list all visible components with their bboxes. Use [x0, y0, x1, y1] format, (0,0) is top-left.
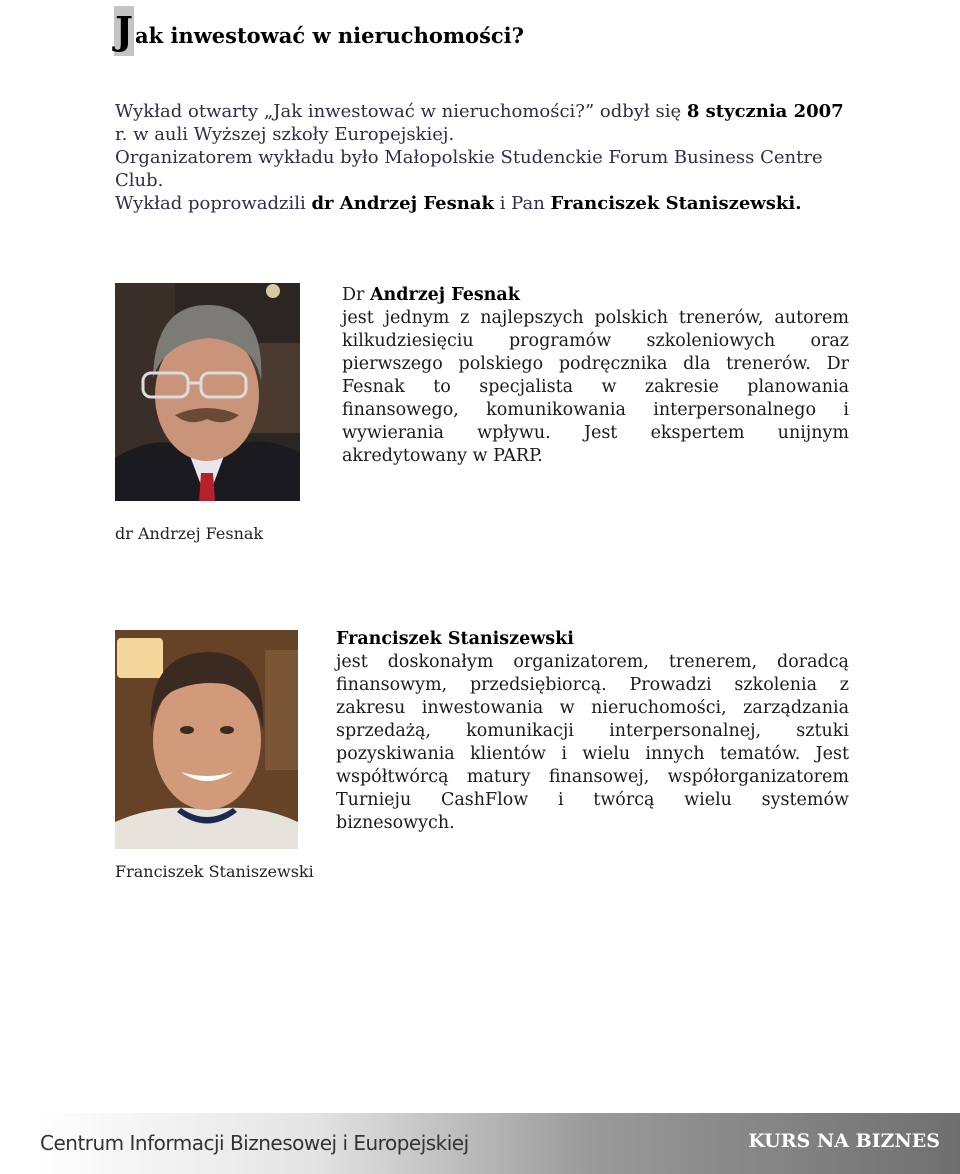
page-title [114, 2, 524, 56]
fesnak-caption: dr Andrzej Fesnak [115, 524, 264, 543]
fesnak-photo [115, 283, 300, 501]
fesnak-bio [342, 284, 849, 468]
speaker-1-name: dr Andrzej Fesnak [311, 193, 494, 214]
footer-brand: KURS NA BIZNES [748, 1130, 940, 1152]
intro-line1: Wykład otwarty „Jak inwestować w nieruchomości?” odbył się [115, 101, 687, 122]
fesnak-heading-prefix: Dr [342, 285, 370, 305]
footer-organization: Centrum Informacji Biznesowej i Europejskiej [40, 1131, 469, 1155]
title-text: ak inwestować w nieruchomości? [134, 23, 524, 48]
speaker-2-name: Franciszek Staniszewski. [550, 193, 802, 214]
staniszewski-photo [115, 630, 298, 849]
staniszewski-bio [336, 628, 849, 835]
title-initial: J [114, 6, 134, 56]
fesnak-bio-text: jest jednym z najlepszych polskich trenerów, autorem kilkudziesięciu programów szkoleniowych oraz pierwszego polskiego podręcznika dla trenerów. Dr Fesnak to specjalista w zakresie planowania finansowego, komunikowania interpersonalnego i wywierania wpływu. Jest ekspertem unijnym akredytowany w PARP. [342, 308, 849, 466]
intro-line3: Organizatorem wykładu było Małopolskie Studenckie Forum Business Centre Club. [115, 147, 823, 191]
staniszewski-heading-name: Franciszek Staniszewski [336, 629, 574, 649]
intro-date: 8 stycznia 2007 [686, 101, 844, 122]
fesnak-heading-name: Andrzej Fesnak [369, 285, 520, 305]
intro-line2: r. w auli Wyższej szkoły Europejskiej. [115, 124, 455, 145]
intro-line4-mid: i Pan [493, 193, 551, 214]
staniszewski-caption: Franciszek Staniszewski [115, 862, 314, 881]
staniszewski-bio-text: jest doskonałym organizatorem, trenerem, doradcą finansowym, przedsiębiorcą. Prowadzi szkolenia z zakresu inwestowania w nieruchomości, zarządzania sprzedażą, komunikacji interpersonalnej, sztuki pozyskiwania klientów i wielu innych tematów. Jest współtwórcą matury finansowej, współorganizatorem Turnieju CashFlow i twórcą wielu systemów biznesowych. [336, 652, 849, 833]
intro-paragraph [115, 100, 875, 215]
footer-bar [34, 1113, 960, 1174]
intro-line4: Wykład poprowadzili [115, 193, 312, 214]
